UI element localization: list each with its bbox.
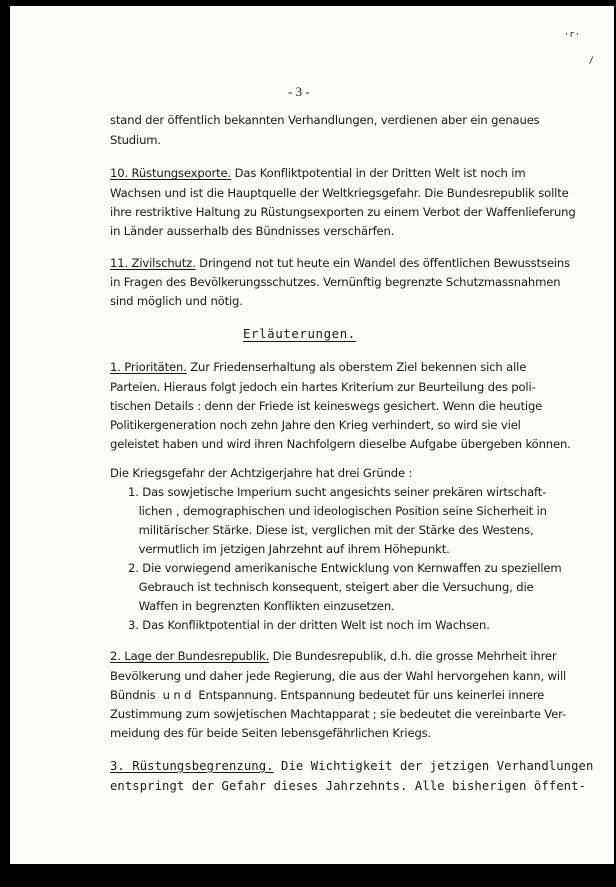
text-line: Bevölkerung und daher jede Regierung, die aus der Wahl hervorgehen kann, will bbox=[110, 669, 567, 683]
item-10-line: 10. Rüstungsexporte. Das Konfliktpotential in der Dritten Welt ist noch im bbox=[110, 166, 526, 180]
text-line: Wachsen und ist die Hauptquelle der Weltkriegsgefahr. Die Bundesrepublik sollte bbox=[110, 186, 569, 200]
page-number: - 3 - bbox=[288, 84, 310, 99]
text-line: meidung des für beide Seiten lebensgefährlichen Kriegs. bbox=[110, 726, 432, 740]
item-11-line: 11. Zivilschutz. Dringend not tut heute ein Wandel des öffentlichen Bewusstseins bbox=[110, 256, 570, 270]
text-line: Die Kriegsgefahr der Achtzigerjahre hat drei Gründe : bbox=[110, 466, 413, 480]
text-line: Bündnis u n d Entspannung. Entspannung bedeutet für uns keinerlei innere bbox=[110, 688, 545, 702]
list-item: lichen , demographischen und ideologischen Position seine Sicherheit in bbox=[128, 504, 547, 518]
list-item: Gebrauch ist technisch konsequent, steigert aber die Versuchung, die bbox=[128, 580, 534, 594]
text-line: in Länder ausserhalb des Bündnisses verschärfen. bbox=[110, 224, 395, 238]
list-item: 2. Die vorwiegend amerikanische Entwicklung von Kernwaffen zu speziellem bbox=[128, 561, 562, 575]
list-item: Waffen in begrenzten Konflikten einzusetzen. bbox=[128, 599, 395, 613]
text-line: Studium. bbox=[110, 133, 161, 147]
text-line: Zustimmung zum sowjetischen Machtapparat ; sie bedeutet die vereinbarte Ver- bbox=[110, 707, 566, 721]
section-3-line: 3. Rüstungsbegrenzung. Die Wichtigkeit der jetzigen Verhandlungen bbox=[110, 759, 594, 773]
section-1-line: 1. Prioritäten. Zur Friedenserhaltung als oberstem Ziel bekennen sich alle bbox=[110, 360, 527, 374]
text-line: ihre restriktive Haltung zu Rüstungsexporten zu einem Verbot der Waffenlieferung bbox=[110, 205, 576, 219]
section-heading: Erläuterungen. bbox=[243, 326, 356, 341]
list-item: militärischer Stärke. Diese ist, verglichen mit der Stärke des Westens, bbox=[128, 523, 534, 537]
text-line: geleistet haben und wird ihren Nachfolgern dieselbe Aufgabe übergeben können. bbox=[110, 437, 571, 451]
corner-mark: / bbox=[588, 56, 594, 66]
item-11-label: 11. Zivilschutz. bbox=[110, 256, 196, 270]
document-page bbox=[10, 6, 614, 864]
corner-mark: ·r· bbox=[563, 30, 580, 40]
section-3-label: 3. Rüstungsbegrenzung. bbox=[110, 759, 274, 773]
section-2-line: 2. Lage der Bundesrepublik. Die Bundesrepublik, d.h. die grosse Mehrheit ihrer bbox=[110, 649, 557, 663]
list-item: 1. Das sowjetische Imperium sucht angesichts seiner prekären wirtschaft- bbox=[128, 485, 547, 499]
list-item: 3. Das Konfliktpotential in der dritten Welt ist noch im Wachsen. bbox=[128, 618, 490, 632]
text-line: Parteien. Hieraus folgt jedoch ein hartes Kriterium zur Beurteilung des poli- bbox=[110, 380, 536, 394]
list-item: vermutlich im jetzigen Jahrzehnt auf ihrem Höhepunkt. bbox=[128, 542, 450, 556]
item-10-label: 10. Rüstungsexporte. bbox=[110, 166, 232, 180]
text-line: in Fragen des Bevölkerungsschutzes. Vernünftig begrenzte Schutzmassnahmen bbox=[110, 275, 561, 289]
text-line: stand der öffentlich bekannten Verhandlungen, verdienen aber ein genaues bbox=[110, 113, 540, 127]
text-line: tischen Details : denn der Friede ist keineswegs gesichert. Wenn die heutige bbox=[110, 399, 543, 413]
text-line: sind möglich und nötig. bbox=[110, 294, 243, 308]
text-line: Politikergeneration noch zehn Jahre den Krieg verhindert, so wird sie viel bbox=[110, 418, 521, 432]
section-2-label: 2. Lage der Bundesrepublik. bbox=[110, 649, 270, 663]
section-1-label: 1. Prioritäten. bbox=[110, 360, 187, 374]
text-line: entspringt der Gefahr dieses Jahrzehnts. Alle bisherigen öffent- bbox=[110, 779, 586, 793]
